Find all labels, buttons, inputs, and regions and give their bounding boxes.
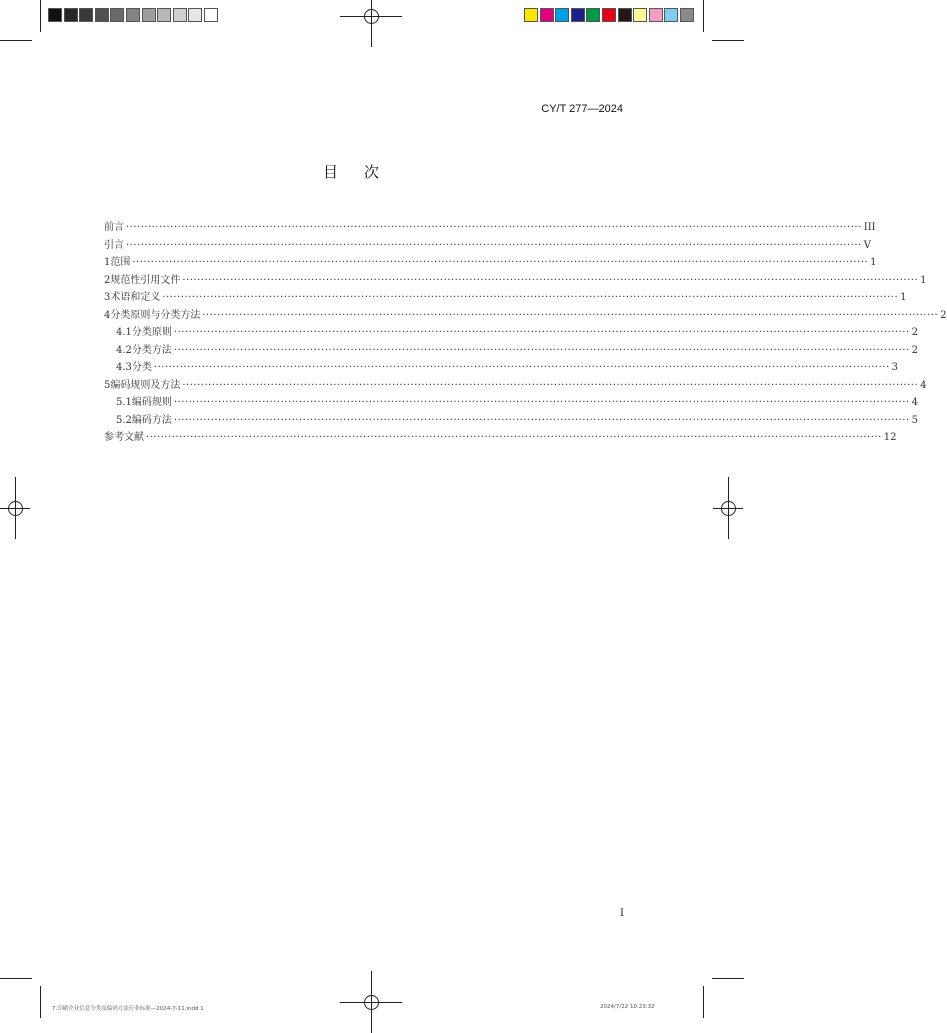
toc-leader-dots: ········································································································································································································: [182, 274, 919, 286]
color-swatch: [618, 8, 632, 22]
toc-entry-page: III: [863, 222, 876, 233]
footer-file-name: 7.印刷企业信息分类及编码方法行业标准—2024-7-11.indd 1: [52, 1006, 204, 1012]
toc-leader-dots: ········································································································································································································: [126, 239, 862, 251]
toc-entry-label: 编码方法: [131, 414, 172, 426]
toc-entry-number: 4: [104, 309, 111, 321]
toc-entry-label: 分类原则与分类方法: [110, 309, 201, 321]
color-swatch: [571, 8, 585, 22]
toc-entry-page: 5: [911, 414, 919, 426]
toc-entry[interactable]: [104, 288, 907, 306]
toc-entry[interactable]: [104, 428, 897, 446]
toc-entry-number: 5.1: [116, 397, 132, 408]
toc-entry-number: 3: [104, 292, 111, 303]
toc-entry[interactable]: [104, 341, 919, 359]
toc-entry-page: 1: [900, 292, 907, 303]
toc-entry-page: 1: [920, 274, 927, 286]
page-title: 目次: [322, 163, 405, 181]
toc-entry-number: 4.1: [116, 327, 132, 338]
color-swatch: [680, 8, 694, 22]
gray-swatch: [95, 8, 109, 22]
toc-leader-dots: ········································································································································································································: [126, 222, 862, 233]
toc-entry-label: 前言: [104, 222, 124, 233]
toc-entry-page: 1: [870, 257, 877, 268]
color-swatch: [555, 8, 569, 22]
toc-entry[interactable]: [104, 323, 919, 341]
toc-leader-dots: ········································································································································································································: [173, 344, 910, 356]
toc-leader-dots: ········································································································································································································: [173, 327, 910, 338]
toc-entry-number: 1: [104, 257, 111, 268]
toc-entry-page: 4: [911, 397, 919, 408]
footer-timestamp: 2024/7/22 10:23:32: [600, 1004, 655, 1010]
toc-entry-label: 术语和定义: [110, 292, 161, 303]
toc-leader-dots: ········································································································································································································: [173, 397, 910, 408]
gray-swatch: [126, 8, 140, 22]
toc-entry[interactable]: [104, 411, 919, 429]
table-of-contents: [104, 218, 947, 446]
toc-entry-number: 5.2: [116, 414, 132, 426]
toc-entry-page: 3: [891, 362, 899, 373]
toc-entry-number: 2: [104, 274, 111, 286]
toc-entry[interactable]: [104, 376, 927, 394]
toc-leader-dots: ········································································································································································································: [162, 292, 899, 303]
toc-leader-dots: ········································································································································································································: [182, 379, 919, 391]
toc-entry-label: 引言: [104, 239, 124, 251]
page-number: I: [620, 908, 624, 919]
toc-entry-label: 分类原则: [131, 327, 172, 338]
color-swatch: [633, 8, 647, 22]
toc-leader-dots: ········································································································································································································: [146, 432, 882, 443]
gray-swatch: [188, 8, 202, 22]
toc-entry[interactable]: [104, 271, 927, 289]
toc-leader-dots: ········································································································································································································: [173, 414, 910, 426]
toc-entry-page: 2: [940, 309, 947, 321]
toc-entry[interactable]: [104, 218, 876, 236]
toc-entry-number: 4.2: [116, 344, 132, 356]
gray-swatch: [173, 8, 187, 22]
toc-leader-dots: ········································································································································································································: [132, 257, 869, 268]
color-swatch: [664, 8, 678, 22]
gray-swatch: [157, 8, 171, 22]
toc-entry-page: 4: [920, 379, 927, 391]
toc-entry-label: 分类方法: [131, 344, 172, 356]
color-swatch: [540, 8, 554, 22]
color-swatch: [602, 8, 616, 22]
color-swatch: [649, 8, 663, 22]
toc-entry-label: 分类: [131, 362, 152, 373]
gray-swatch: [142, 8, 156, 22]
gray-swatch: [48, 8, 62, 22]
toc-entry[interactable]: [104, 358, 899, 376]
toc-entry-label: 参考文献: [104, 432, 144, 443]
toc-entry-label: 编码规则及方法: [110, 379, 181, 391]
toc-entry-page: 2: [911, 327, 919, 338]
toc-entry[interactable]: [104, 236, 871, 254]
toc-entry-label: 范围: [110, 257, 131, 268]
toc-entry[interactable]: [104, 306, 947, 324]
color-swatch: [524, 8, 538, 22]
toc-leader-dots: ········································································································································································································: [202, 309, 939, 321]
toc-entry-page: 2: [911, 344, 919, 356]
standard-number: CY/T 277—2024: [541, 103, 623, 115]
gray-swatch: [64, 8, 78, 22]
toc-entry-page: 12: [883, 432, 897, 443]
gray-swatch: [204, 8, 218, 22]
toc-entry[interactable]: [104, 393, 919, 411]
toc-entry-page: V: [863, 239, 871, 251]
toc-leader-dots: ········································································································································································································: [153, 362, 890, 373]
toc-entry[interactable]: [104, 253, 877, 271]
toc-entry-label: 编码规则: [131, 397, 172, 408]
gray-swatch: [110, 8, 124, 22]
gray-swatch: [79, 8, 93, 22]
toc-entry-number: 5: [104, 379, 111, 391]
toc-entry-number: 4.3: [116, 362, 132, 373]
color-swatch: [586, 8, 600, 22]
toc-entry-label: 规范性引用文件: [110, 274, 181, 286]
